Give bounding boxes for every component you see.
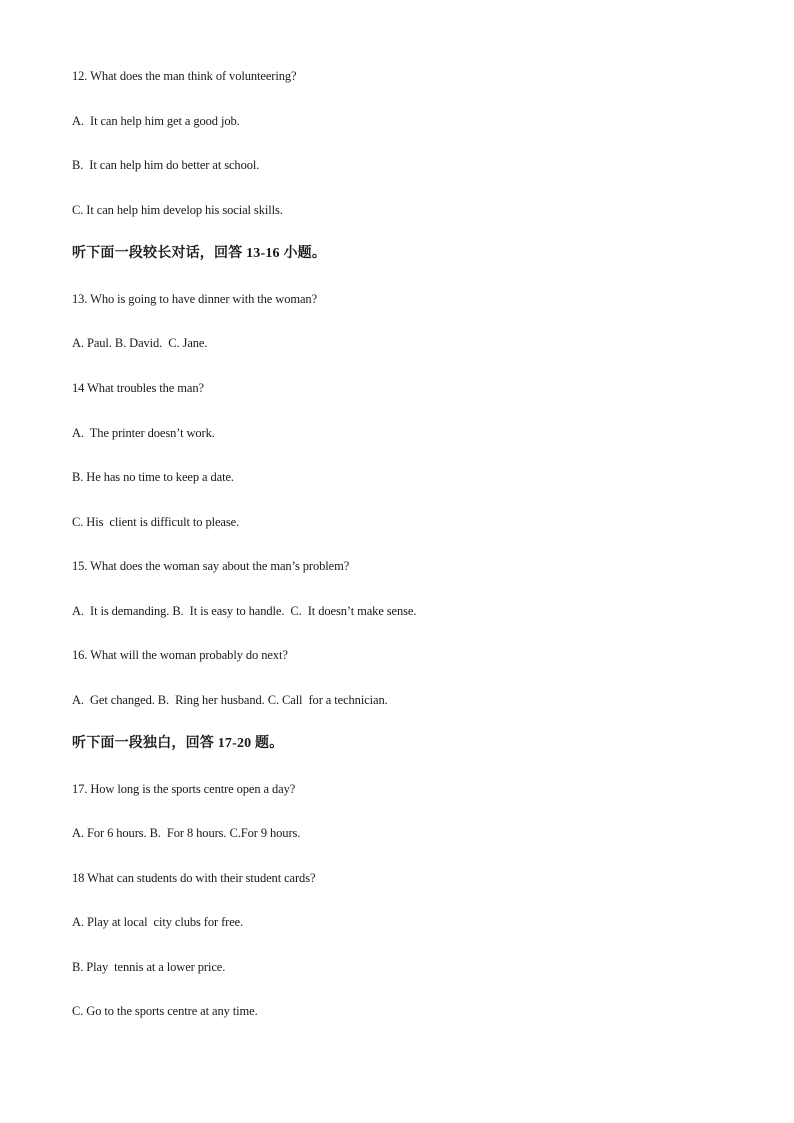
question-12-option-a: A. It can help him get a good job. (72, 114, 240, 128)
question-12-option-b: B. It can help him do better at school. (72, 158, 260, 172)
question-18-option-a: A. Play at local city clubs for free. (72, 915, 244, 929)
question-14-option-c: C. His client is difficult to please. (72, 515, 240, 529)
question-15: 15. What does the woman say about the man’s problem? (72, 559, 350, 573)
question-16-options: A. Get changed. B. Ring her husband. C. Call for a technician. (72, 693, 388, 707)
section-heading-17-20: 听下面一段独白，回答 17-20 题。 (72, 736, 284, 751)
question-14-option-b: B. He has no time to keep a date. (72, 470, 234, 484)
question-13: 13. Who is going to have dinner with the woman? (72, 292, 318, 306)
question-18-option-c: C. Go to the sports centre at any time. (72, 1004, 258, 1018)
question-18-option-b: B. Play tennis at a lower price. (72, 960, 226, 974)
question-17-options: A. For 6 hours. B. For 8 hours. C.For 9 hours. (72, 826, 301, 840)
question-12: 12. What does the man think of volunteering? (72, 69, 297, 83)
question-17: 17. How long is the sports centre open a day? (72, 782, 296, 796)
question-12-option-c: C. It can help him develop his social skills. (72, 203, 283, 217)
question-14: 14 What troubles the man? (72, 381, 204, 395)
section-heading-13-16: 听下面一段较长对话，回答 13-16 小题。 (72, 246, 327, 261)
question-13-options: A. Paul. B. David. C. Jane. (72, 336, 208, 350)
question-18: 18 What can students do with their student cards? (72, 871, 316, 885)
question-16: 16. What will the woman probably do next? (72, 648, 288, 662)
question-14-option-a: A. The printer doesn’t work. (72, 426, 215, 440)
question-15-options: A. It is demanding. B. It is easy to handle. C. It doesn’t make sense. (72, 604, 417, 618)
